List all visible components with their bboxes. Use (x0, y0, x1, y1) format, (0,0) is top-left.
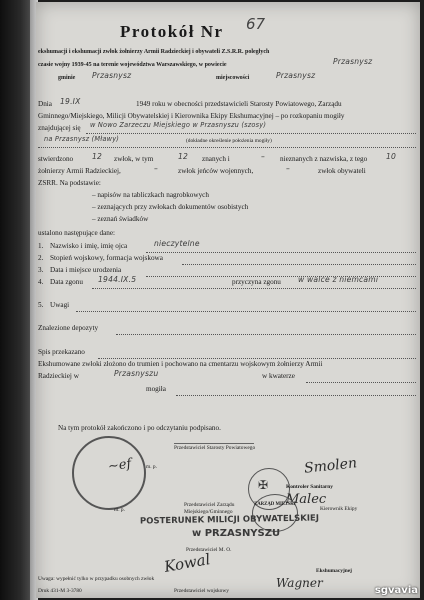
protocol-number: 67 (246, 15, 266, 33)
zwloki-line-1: Ekshumowane zwłoki złożono do trumien i pochowano na cmentarzu wojskowym żołnierzy Armii (38, 360, 323, 368)
druk-code: Druk 431-M 3-3780 (38, 588, 82, 594)
dnia-label: Dnia (38, 100, 52, 108)
signature-2: Smolen (303, 455, 358, 477)
cemetery-place: Przasnyszu (114, 369, 159, 378)
intro-line-2: Gminnego/Miejskiego, Milicji Obywatelskiej i Kierownika Ekipy Ekshumacyjnej – po rozkopaniu mogiły (38, 112, 345, 120)
ustalono: ustalono następujące dane: (38, 229, 116, 237)
kontroler-label: Kontroler Sanitarny (286, 484, 333, 490)
field-death-label: Data zgonu (50, 278, 83, 286)
intro-line-3-prefix: znajdującej się (38, 124, 81, 132)
intro-line-3-note: (dokładne określenie położenia mogiły) (186, 138, 272, 144)
header-line-1: ekshumacji i ekshumacji zwłok żołnierzy Armii Radzieckiej i obywateli Z.S.R.R. poległych (38, 49, 270, 55)
sig2-label-2: Miejskiego/Gminnego (184, 509, 233, 515)
bullet-1: – napisów na tabliczkach nagrobkowych (92, 191, 209, 199)
watermark: sgvavia (374, 585, 418, 596)
field-notes-label: Uwagi (50, 301, 70, 309)
signature-5: Wagner (276, 576, 323, 590)
wojskowy-label: Przedstawiciel wojskowy (174, 588, 229, 594)
sig1-label: Przedstawiciel Starosty Powiatowego (174, 445, 256, 451)
field-rank-label: Stopień wojskowy, formacja wojskowa (50, 254, 163, 262)
uwaga-note: Uwaga: wypełnić tylko w przypadku osobnych zwłok (38, 576, 155, 582)
line5-soldiers: 10 (386, 152, 397, 161)
binder-spine (0, 0, 34, 600)
page-title: Protokół Nr (120, 22, 224, 41)
header-line-2: czasie wojny 1939-45 na terenie województwa Warszawskiego, w powiecie (38, 62, 227, 68)
militia-stamp-line-2: w PRZASNYSZU (192, 528, 281, 539)
intro-line-3-value: w Nowo Zarzeczu Miejskiego w Przasnyszu (szosy) (90, 121, 267, 129)
header-gmina-value: Przasnysz (92, 71, 132, 80)
header-miejscowosc-label: miejscowości (216, 75, 250, 81)
ekshumacyjnej-label: Ekshumacyjnej (316, 568, 352, 574)
closing-text: Na tym protokół zakończono i po odczytaniu podpisano. (58, 424, 221, 432)
header-powiat-value: Przasnysz (333, 57, 373, 66)
field-name-label: Nazwisko i imię, imię ojca (50, 242, 128, 250)
spis-label: Spis przekazano (38, 348, 85, 356)
dnia-value: 19.IX (60, 97, 81, 106)
year-text: 1949 roku w obecności przedstawicieli Starosty Powiatowego, Zarządu (136, 100, 342, 108)
signature-4: Kowal (162, 550, 212, 576)
sig2-label-1: Przedstawiciel Zarządu (184, 502, 235, 508)
header-miejscowosc-value: Przasnysz (276, 71, 316, 80)
line5-label: stwierdzono (38, 155, 74, 163)
bullet-2: – zeznających przy zwłokach dokumentów osobistych (92, 203, 249, 211)
kierownik-label: Kierownik Ekipy (320, 506, 358, 512)
line5-total: 12 (92, 152, 103, 161)
mogila-label: mogiła (146, 385, 166, 393)
bullet-3: – zeznań świadków (92, 215, 149, 223)
milicja-label: Przedstawiciel M. O. (186, 547, 232, 553)
field-name-value: nieczytelne (154, 239, 200, 248)
signature-1: ~ef (107, 456, 133, 475)
document-page: Protokół Nr 67 ekshumacji i ekshumacji zwłok żołnierzy Armii Radzieckiej i obywateli Z.S.R.R. poległych czasie wojny 1939-45 na terenie województwa Warszawskiego, w powiecie Przasnysz gminie Przasnysz miejscowości Przasnysz Dnia 19.IX 1949 roku w obecności przedstawicieli Starosty Powiatowego, Zarządu Gminnego/Miejskiego, Milicji Obywatelskiej i Kierownika Ekipy Ekshumacyjnej – po rozkopaniu mogiły znajdującej się w Nowo Zarzeczu Miejskiego w Przasnyszu (szosy) na Przasnysz (Mławy) (dokładne określenie położenia mogiły) stwierdzono 12 zwłok, w tym 12 znanych i – nieznanych z nazwiska, z tego 10 żołnierzy Armii Radzieckiej, – zwłok jeńców wojennych, – zwłok obywateli ZSRR. Na podstawie: – napisów na tabliczkach nagrobkowych – zeznających przy zwłokach dokumentów osobistych – zeznań świadków ustalono następujące dane: 1. Nazwisko i imię, imię ojca nieczytelne 2. Stopień wojskowy, formacja wojskowa 3. Data i miejsce urodzenia 4. Data zgonu 1944.IX.5 przyczyna zgonu w walce z niemcami 5. Uwagi Znalezione depozyty Spis przekazano Ekshumowane zwłoki złożono do trumien i pochowano na cmentarzu wojskowym żołnierzy Armii Radzieckiej w Przasnyszu w kwaterze mogiła Na tym protokół zakończono i po odczytaniu podpisano. ~ef m. p. Przedstawiciel Starosty Powiatowego ✠ Smolen Kontroler Sanitarny Malec m. p. Przedstawiciel Zarządu Miejskiego/Gminnego ZARZĄD MIEJSKI Kierownik Ekipy POSTERUNEK MILICJI OBYWATELSKIEJ w PRZASNYSZU Przedstawiciel M. O. Kowal Uwaga: wypełnić tylko w przypadku osobnych zwłok Druk 431-M 3-3780 Ekshumacyjnej Wagner Przedstawiciel wojskowy (36, 2, 420, 598)
signature-3: Malec (286, 492, 327, 507)
line5-known: 12 (178, 152, 189, 161)
field-cause-label: przyczyna zgonu (232, 278, 281, 286)
field-cause-value: w walce z niemcami (298, 275, 379, 284)
militia-stamp-line-1: POSTERUNEK MILICJI OBYWATELSKIEJ (139, 513, 320, 527)
field-death-value: 1944.IX.5 (98, 275, 137, 284)
znalezione-label: Znalezione depozyty (38, 324, 99, 332)
eagle-icon: ✠ (258, 478, 269, 492)
header-gmina-label: gminie (58, 75, 76, 81)
field-birth-label: Data i miejsce urodzenia (50, 266, 122, 274)
intro-line-4-value: na Przasnysz (Mławy) (44, 135, 120, 143)
